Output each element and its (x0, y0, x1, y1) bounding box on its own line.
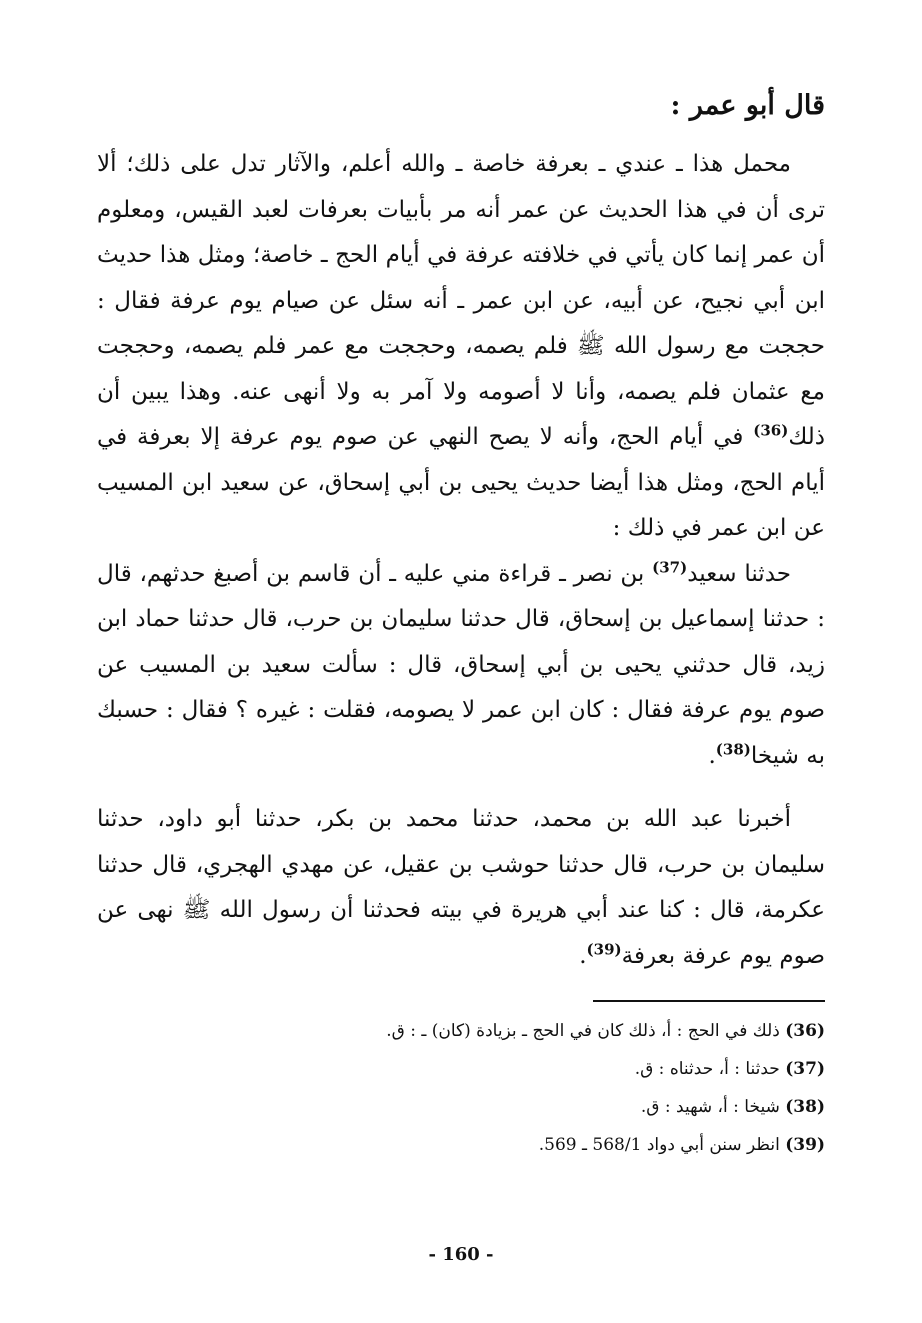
footnote-number: (38) (785, 1097, 825, 1117)
footnote-number: (39) (785, 1135, 825, 1155)
footnote-number: (37) (785, 1059, 825, 1079)
footnote-36 (97, 1012, 825, 1050)
paragraph-1-text-cont: في أيام الحج، وأنه لا يصح النهي عن صوم يوم عرفة إلا بعرفة في أيام الحج، ومثل هذا أيضا حديث يحيى بن أبي إسحاق، عن سعيد ابن المسيب عن ابن عمر في ذلك : (97, 424, 825, 541)
footnote-ref-39: (39) (586, 939, 622, 958)
paragraph-3 (97, 797, 825, 979)
page-number: - 160 - (428, 1244, 494, 1265)
footnote-39 (97, 1126, 825, 1164)
paragraph-2 (97, 552, 825, 780)
footnotes (97, 1012, 825, 1164)
footnote-ref-36: (36) (753, 421, 789, 440)
paragraph-3-end: . (579, 942, 587, 969)
paragraph-2-end: . (708, 742, 716, 769)
footnote-number: (36) (785, 1021, 825, 1041)
paragraph-1-text: محمل هذا ـ عندي ـ بعرفة خاصة ـ والله أعلم، والآثار تدل على ذلك؛ ألا ترى أن في هذا الحديث عن عمر أنه مر بأبيات بعرفات لعبد القيس، ومعلوم أن عمر إنما كان يأتي في خلافته عرفة في أيام الحج ـ خاصة؛ ومثل هذا حديث ابن أبي نجيح، عن أبيه، عن ابن عمر ـ أنه سئل عن صيام يوم عرفة فقال : حججت مع رسول الله ﷺ فلم يصمه، وحججت مع عمر فلم يصمه، وحججت مع عثمان فلم يصمه، وأنا لا أصومه ولا آمر به ولا أنهى عنه. وهذا يبين أن ذلك (97, 151, 825, 450)
paragraph-1 (97, 142, 825, 552)
footnote-text: شيخا : أ، شهيد : ق. (640, 1097, 786, 1117)
paragraph-3-text: أخبرنا عبد الله بن محمد، حدثنا محمد بن بكر، حدثنا أبو داود، حدثنا سليمان بن حرب، قال حدثنا حوشب بن عقيل، عن مهدي الهجري، قال حدثنا عكرمة، قال : كنا عند أبي هريرة في بيته فحدثنا أن رسول الله ﷺ نهى عن صوم يوم عرفة بعرفة (97, 806, 825, 969)
footnote-ref-37: (37) (652, 557, 688, 576)
paragraph-2-text: حدثنا سعيد (687, 560, 791, 587)
footnote-text: ذلك في الحج : أ، ذلك كان في الحج ـ بزيادة (كان) ـ : ق. (386, 1021, 786, 1041)
body-text (97, 142, 825, 979)
footnote-ref-38: (38) (715, 739, 751, 758)
paragraph-2-text-cont: بن نصر ـ قراءة مني عليه ـ أن قاسم بن أصبغ حدثهم، قال : حدثنا إسماعيل بن إسحاق، قال حدثنا سليمان بن حرب، قال حدثنا حماد ابن زيد، قال حدثني يحيى بن أبي إسحاق، قال : سألت سعيد بن المسيب عن صوم يوم عرفة فقال : كان ابن عمر لا يصومه، فقلت : غيره ؟ فقال : حسبك به شيخا (97, 560, 825, 769)
footnote-text: انظر سنن أبي دواد 568/1 ـ 569. (538, 1135, 786, 1155)
footnote-38 (97, 1088, 825, 1126)
section-heading: قال أبو عمر : (670, 90, 825, 121)
footnote-divider (593, 1000, 825, 1002)
footnote-text: حدثنا : أ، حدثناه : ق. (634, 1059, 786, 1079)
footnote-37 (97, 1050, 825, 1088)
